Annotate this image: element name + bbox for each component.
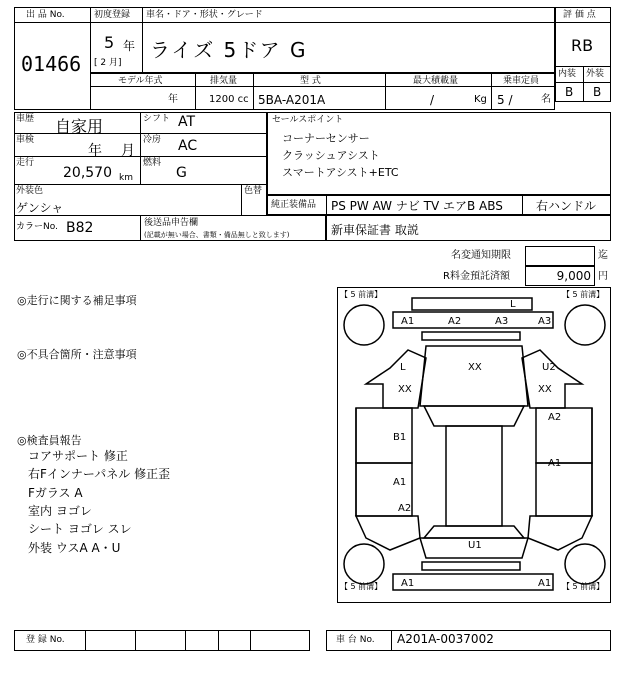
exterior-label: 外装 bbox=[586, 69, 605, 79]
lot-number-label: 出 品 No. bbox=[26, 10, 65, 20]
mark-front-2: A2 bbox=[448, 316, 462, 327]
left-quarter bbox=[356, 516, 420, 550]
warranty-value: 新車保証書 取説 bbox=[331, 223, 419, 237]
roof bbox=[446, 426, 502, 526]
mark-front-bumper: L bbox=[510, 299, 516, 310]
fuel-value: G bbox=[176, 165, 187, 181]
rear-lamp-bar bbox=[422, 562, 520, 570]
model-code-value: 5BA-A201A bbox=[258, 93, 326, 107]
divider bbox=[14, 184, 267, 185]
color-value: ゲンシャ bbox=[16, 201, 64, 215]
lot-number-value: 01466 bbox=[21, 52, 82, 76]
history-label: 車歴 bbox=[16, 114, 35, 124]
divider bbox=[85, 630, 86, 651]
rating-label: 評 価 点 bbox=[563, 10, 596, 20]
mark-right-rear-door: A1 bbox=[548, 458, 562, 469]
steering-value: 右ハンドル bbox=[536, 199, 597, 213]
divider bbox=[522, 195, 523, 215]
interior-label: 内装 bbox=[558, 69, 577, 79]
damage-diagram bbox=[337, 287, 611, 603]
inspector-item: コアサポート 修正 bbox=[28, 449, 128, 463]
divider bbox=[14, 133, 267, 134]
divider bbox=[326, 195, 327, 215]
mileage-label: 走行 bbox=[16, 158, 35, 168]
history-value: 自家用 bbox=[55, 117, 104, 136]
windshield bbox=[424, 406, 524, 426]
tire-tread-front-right: 【 5 前溝】 bbox=[562, 290, 605, 299]
divider bbox=[218, 630, 219, 651]
divider bbox=[140, 112, 141, 184]
mark-trunk: U1 bbox=[468, 540, 482, 551]
name-change-deadline-label: 名変通知期限 bbox=[451, 250, 511, 261]
driving-notes-heading: ◎走行に関する補足事項 bbox=[17, 294, 137, 307]
divider bbox=[90, 86, 555, 87]
inspector-report-heading: ◎検査員報告 bbox=[17, 434, 82, 447]
divider bbox=[253, 73, 254, 110]
name-change-deadline-field bbox=[525, 246, 595, 266]
mark-front-3: A3 bbox=[495, 316, 509, 327]
recycle-fee-unit: 円 bbox=[598, 271, 608, 282]
mark-left-rear-door: A1 bbox=[393, 477, 407, 488]
hood bbox=[420, 346, 528, 406]
sales-point-item: クラッシュアシスト bbox=[282, 149, 380, 162]
front-right-tire bbox=[565, 305, 605, 345]
mileage-value: 20,570 bbox=[63, 165, 112, 181]
max-load-value: / bbox=[430, 93, 435, 107]
ac-label: 冷房 bbox=[143, 135, 162, 145]
rating-value: RB bbox=[571, 36, 594, 55]
capacity-value: 5 / bbox=[497, 93, 513, 107]
color-number-label: カラーNo. bbox=[16, 222, 58, 232]
inspector-item: 外装 ウスA A・U bbox=[28, 541, 121, 555]
divider bbox=[391, 630, 392, 651]
inspection-year: 年 bbox=[88, 143, 102, 159]
right-rear-door bbox=[536, 463, 592, 516]
shift-value: AT bbox=[178, 114, 196, 130]
rear-window bbox=[424, 526, 524, 538]
divider bbox=[135, 630, 136, 651]
exterior-score: B bbox=[593, 85, 602, 99]
defects-heading: ◎不具合箇所・注意事項 bbox=[17, 348, 137, 361]
right-fender bbox=[522, 350, 582, 408]
divider bbox=[241, 184, 242, 216]
divider bbox=[14, 156, 267, 157]
divider bbox=[250, 630, 251, 651]
max-load-label: 最大積載量 bbox=[413, 76, 459, 86]
mark-front-1: A1 bbox=[401, 316, 415, 327]
tire-tread-rear-left: 【 5 前溝】 bbox=[340, 582, 383, 591]
mark-front-4: A3 bbox=[538, 316, 552, 327]
rear-right-tire bbox=[565, 544, 605, 584]
recycle-fee-value: 9,000 bbox=[556, 269, 591, 283]
chassis-number-label: 車 台 No. bbox=[336, 635, 375, 645]
chassis-number-value: A201A-0037002 bbox=[397, 632, 494, 646]
mark-right-front-door: A2 bbox=[548, 412, 562, 423]
repaint-label: 色替 bbox=[244, 186, 263, 196]
inspector-item: 右Fインナーパネル 修正歪 bbox=[28, 467, 171, 481]
mark-left-fender-xx: XX bbox=[398, 384, 412, 395]
rear-bumper bbox=[393, 574, 553, 590]
displacement-value: 1200 cc bbox=[209, 94, 249, 105]
mark-left-front-door: B1 bbox=[393, 432, 407, 443]
divider bbox=[385, 73, 386, 110]
car-name-label: 車名・ドア・形状・グレード bbox=[146, 10, 263, 20]
mark-left-fender-l: L bbox=[400, 362, 406, 373]
divider bbox=[555, 82, 611, 83]
document-declaration-note: (記載が無い場合、書類・備品無しと致します) bbox=[144, 231, 290, 239]
car-outline-diagram bbox=[338, 288, 610, 602]
sales-point-item: スマートアシスト+ETC bbox=[282, 166, 399, 179]
inspector-item: Fガラス A bbox=[28, 486, 83, 500]
name-change-deadline-unit: 迄 bbox=[598, 250, 608, 261]
equipment-value: PS PW AW ナビ TV エアB ABS bbox=[331, 199, 503, 213]
inspection-label: 車検 bbox=[16, 135, 35, 145]
document-declaration-label: 後送品申告欄 bbox=[144, 218, 199, 228]
left-fender bbox=[366, 350, 426, 408]
model-year-unit: 年 bbox=[168, 94, 178, 105]
mark-hood: XX bbox=[468, 362, 482, 373]
mileage-unit: km bbox=[119, 173, 133, 183]
front-bumper bbox=[393, 312, 553, 328]
fuel-label: 燃料 bbox=[143, 158, 162, 168]
interior-score: B bbox=[565, 85, 574, 99]
mark-rear-left: A1 bbox=[401, 578, 415, 589]
divider bbox=[583, 66, 584, 102]
color-number-value: B82 bbox=[66, 220, 94, 236]
inspector-item: シート ヨゴレ スレ bbox=[28, 522, 132, 536]
mark-right-fender-u2: U2 bbox=[542, 362, 556, 373]
divider bbox=[142, 7, 143, 73]
displacement-label: 排気量 bbox=[210, 76, 238, 86]
max-load-unit: Kg bbox=[474, 94, 487, 105]
ac-value: AC bbox=[178, 138, 198, 154]
divider bbox=[140, 215, 141, 241]
mark-right-fender-xx: XX bbox=[538, 384, 552, 395]
capacity-unit: 名 bbox=[541, 94, 551, 105]
tire-tread-front-left: 【 5 前溝】 bbox=[340, 290, 383, 299]
equipment-label: 純正装備品 bbox=[271, 200, 317, 210]
inspection-month: 月 bbox=[121, 143, 135, 159]
right-front-door bbox=[536, 408, 592, 463]
mark-left-quarter: A2 bbox=[398, 503, 412, 514]
divider bbox=[185, 630, 186, 651]
model-year-label: モデル年式 bbox=[118, 76, 163, 86]
divider bbox=[491, 73, 492, 110]
sales-point-item: コーナーセンサー bbox=[282, 132, 370, 145]
car-name-value: ライズ 5ドア G bbox=[150, 38, 308, 62]
model-code-label: 型 式 bbox=[300, 76, 321, 86]
rear-left-tire bbox=[344, 544, 384, 584]
divider bbox=[14, 22, 91, 23]
registration-year: 5 bbox=[104, 33, 115, 52]
divider bbox=[555, 22, 611, 23]
divider bbox=[195, 73, 196, 110]
inspector-item: 室内 ヨゴレ bbox=[28, 504, 92, 518]
sales-points-label: セールスポイント bbox=[272, 115, 344, 125]
mark-rear-right: A1 bbox=[538, 578, 552, 589]
registration-number-label: 登 録 No. bbox=[26, 635, 65, 645]
tire-tread-rear-right: 【 5 前溝】 bbox=[562, 582, 605, 591]
capacity-label: 乗車定員 bbox=[503, 76, 540, 86]
color-label: 外装色 bbox=[16, 186, 44, 196]
front-left-tire bbox=[344, 305, 384, 345]
recycle-fee-label: R料金預託済額 bbox=[443, 271, 510, 282]
registration-month: [ 2 月] bbox=[94, 58, 122, 68]
shift-label: シフト bbox=[143, 114, 171, 124]
first-registration-label: 初度登録 bbox=[94, 10, 131, 20]
grille bbox=[422, 332, 520, 340]
divider bbox=[90, 22, 555, 23]
year-unit: 年 bbox=[123, 39, 136, 53]
